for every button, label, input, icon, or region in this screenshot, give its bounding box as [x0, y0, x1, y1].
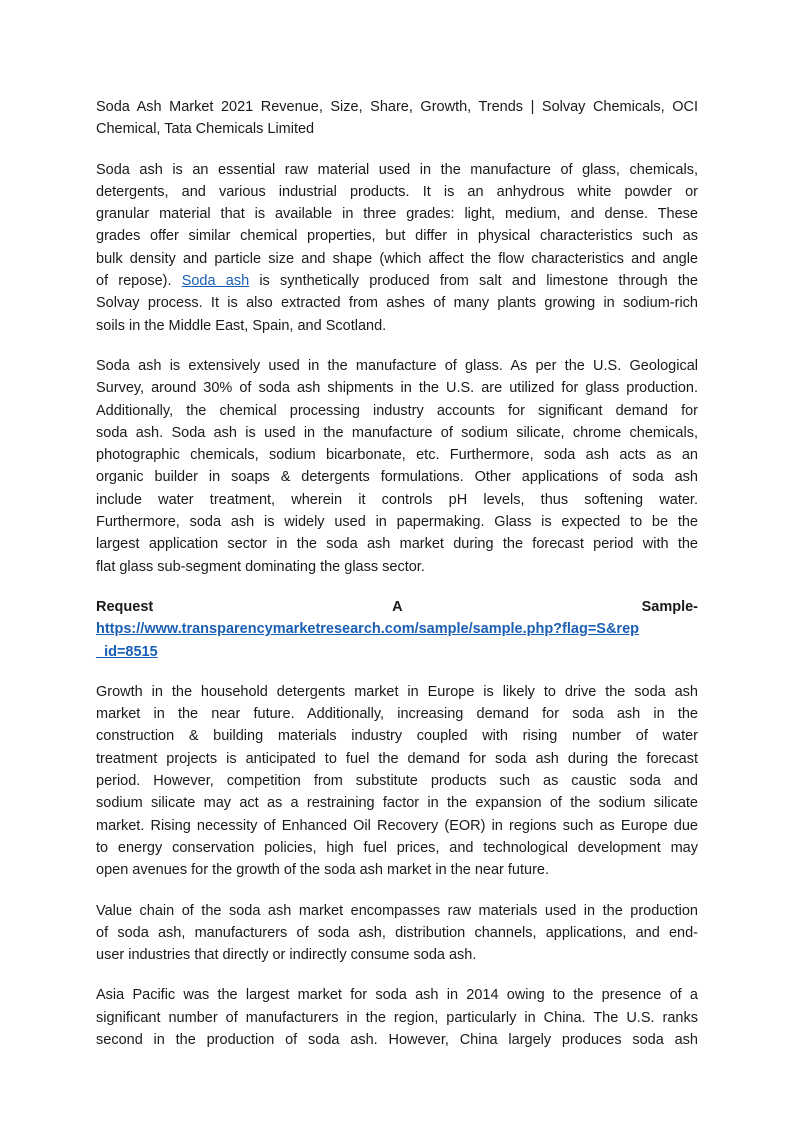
soda-ash-link[interactable]: Soda ash: [181, 273, 250, 290]
text-line: organic builder in soaps & detergents formulations. Other applications of soda ash: [96, 469, 698, 486]
text-line: treatment projects is anticipated to fuel the demand for soda ash during the forecast: [96, 750, 698, 767]
text-line: sodium silicate may act as a restraining factor in the expansion of the sodium silicate: [96, 795, 698, 812]
request-word: Request: [96, 598, 154, 615]
text-line: flat glass sub-segment dominating the glass sector.: [96, 558, 425, 575]
text-line: Additionally, the chemical processing industry accounts for significant demand for: [96, 402, 698, 419]
text-line: include water treatment, wherein it controls pH levels, thus softening water.: [96, 491, 698, 508]
paragraph-glass-usage: [96, 355, 698, 578]
sample-url-line: [96, 618, 698, 640]
text-line: photographic chemicals, sodium bicarbonate, etc. Furthermore, soda ash acts as an: [96, 447, 698, 464]
title-line: Chemical, Tata Chemicals Limited: [96, 121, 315, 138]
text-line: second in the production of soda ash. However, China largely produces soda ash: [96, 1031, 698, 1048]
text-line: significant number of manufacturers in the region, particularly in China. The U.S. ranks: [96, 1009, 698, 1026]
text-line: market in the near future. Additionally, increasing demand for soda ash in the: [96, 706, 698, 723]
text-line: user industries that directly or indirectly consume soda ash.: [96, 947, 477, 964]
text-line: market. Rising necessity of Enhanced Oil Recovery (EOR) in regions such as Europe due: [96, 817, 698, 834]
text-fragment: is synthetically produced from salt and limestone through the: [249, 273, 698, 290]
text-line: Soda ash is an essential raw material used in the manufacture of glass, chemicals,: [96, 161, 698, 178]
sample-url-line: [96, 641, 698, 663]
paragraph-asia-pacific: [96, 984, 698, 1051]
text-line: largest application sector in the soda ash market during the forecast period with the: [96, 536, 698, 553]
text-line: granular material that is available in three grades: light, medium, and dense. These: [96, 206, 698, 223]
text-line: [96, 270, 698, 292]
paragraph-growth: [96, 681, 698, 882]
text-line: Furthermore, soda ash is widely used in papermaking. Glass is expected to be the: [96, 514, 698, 531]
text-line: detergents, and various industrial products. It is an anhydrous white powder or: [96, 183, 698, 200]
text-line: construction & building materials industry coupled with rising number of water: [96, 728, 698, 745]
text-line: Solvay process. It is also extracted from ashes of many plants growing in sodium-rich: [96, 295, 698, 312]
request-sample: [96, 596, 698, 663]
text-line: Asia Pacific was the largest market for soda ash in 2014 owing to the presence of a: [96, 987, 698, 1004]
text-line: soda ash. Soda ash is used in the manufacture of sodium silicate, chrome chemicals,: [96, 424, 698, 441]
title-line: Soda Ash Market 2021 Revenue, Size, Share, Growth, Trends | Solvay Chemicals, OCI: [96, 99, 698, 115]
text-line: bulk density and particle size and shape (which affect the flow characteristics and angle: [96, 250, 698, 267]
text-line: Growth in the household detergents market in Europe is likely to drive the soda ash: [96, 683, 698, 700]
text-line: of soda ash, manufacturers of soda ash, distribution channels, applications, and end-: [96, 924, 698, 941]
paragraph-value-chain: [96, 900, 698, 967]
paragraph-intro: [96, 159, 698, 337]
request-sample-label: [96, 596, 698, 618]
sample-request-link-continued[interactable]: _id=8515: [96, 643, 158, 660]
document-title: [96, 96, 698, 141]
text-line: Value chain of the soda ash market encompasses raw materials used in the production: [96, 902, 698, 919]
text-line: grades offer similar chemical properties, but differ in physical characteristics such as: [96, 228, 698, 245]
text-fragment: of repose).: [96, 273, 182, 290]
sample-request-link[interactable]: https://www.transparencymarketresearch.com/sample/sample.php?flag=S&rep: [96, 621, 639, 638]
request-word: A: [392, 598, 403, 615]
text-line: Survey, around 30% of soda ash shipments in the U.S. are utilized for glass production.: [96, 380, 698, 397]
request-word: Sample-: [641, 598, 698, 615]
text-line: Soda ash is extensively used in the manufacture of glass. As per the U.S. Geological: [96, 357, 698, 374]
text-line: period. However, competition from substitute products such as caustic soda and: [96, 773, 698, 790]
text-line: to energy conservation policies, high fuel prices, and technological development may: [96, 839, 698, 856]
text-line: open avenues for the growth of the soda ash market in the near future.: [96, 862, 550, 879]
text-line: soils in the Middle East, Spain, and Scotland.: [96, 317, 387, 334]
